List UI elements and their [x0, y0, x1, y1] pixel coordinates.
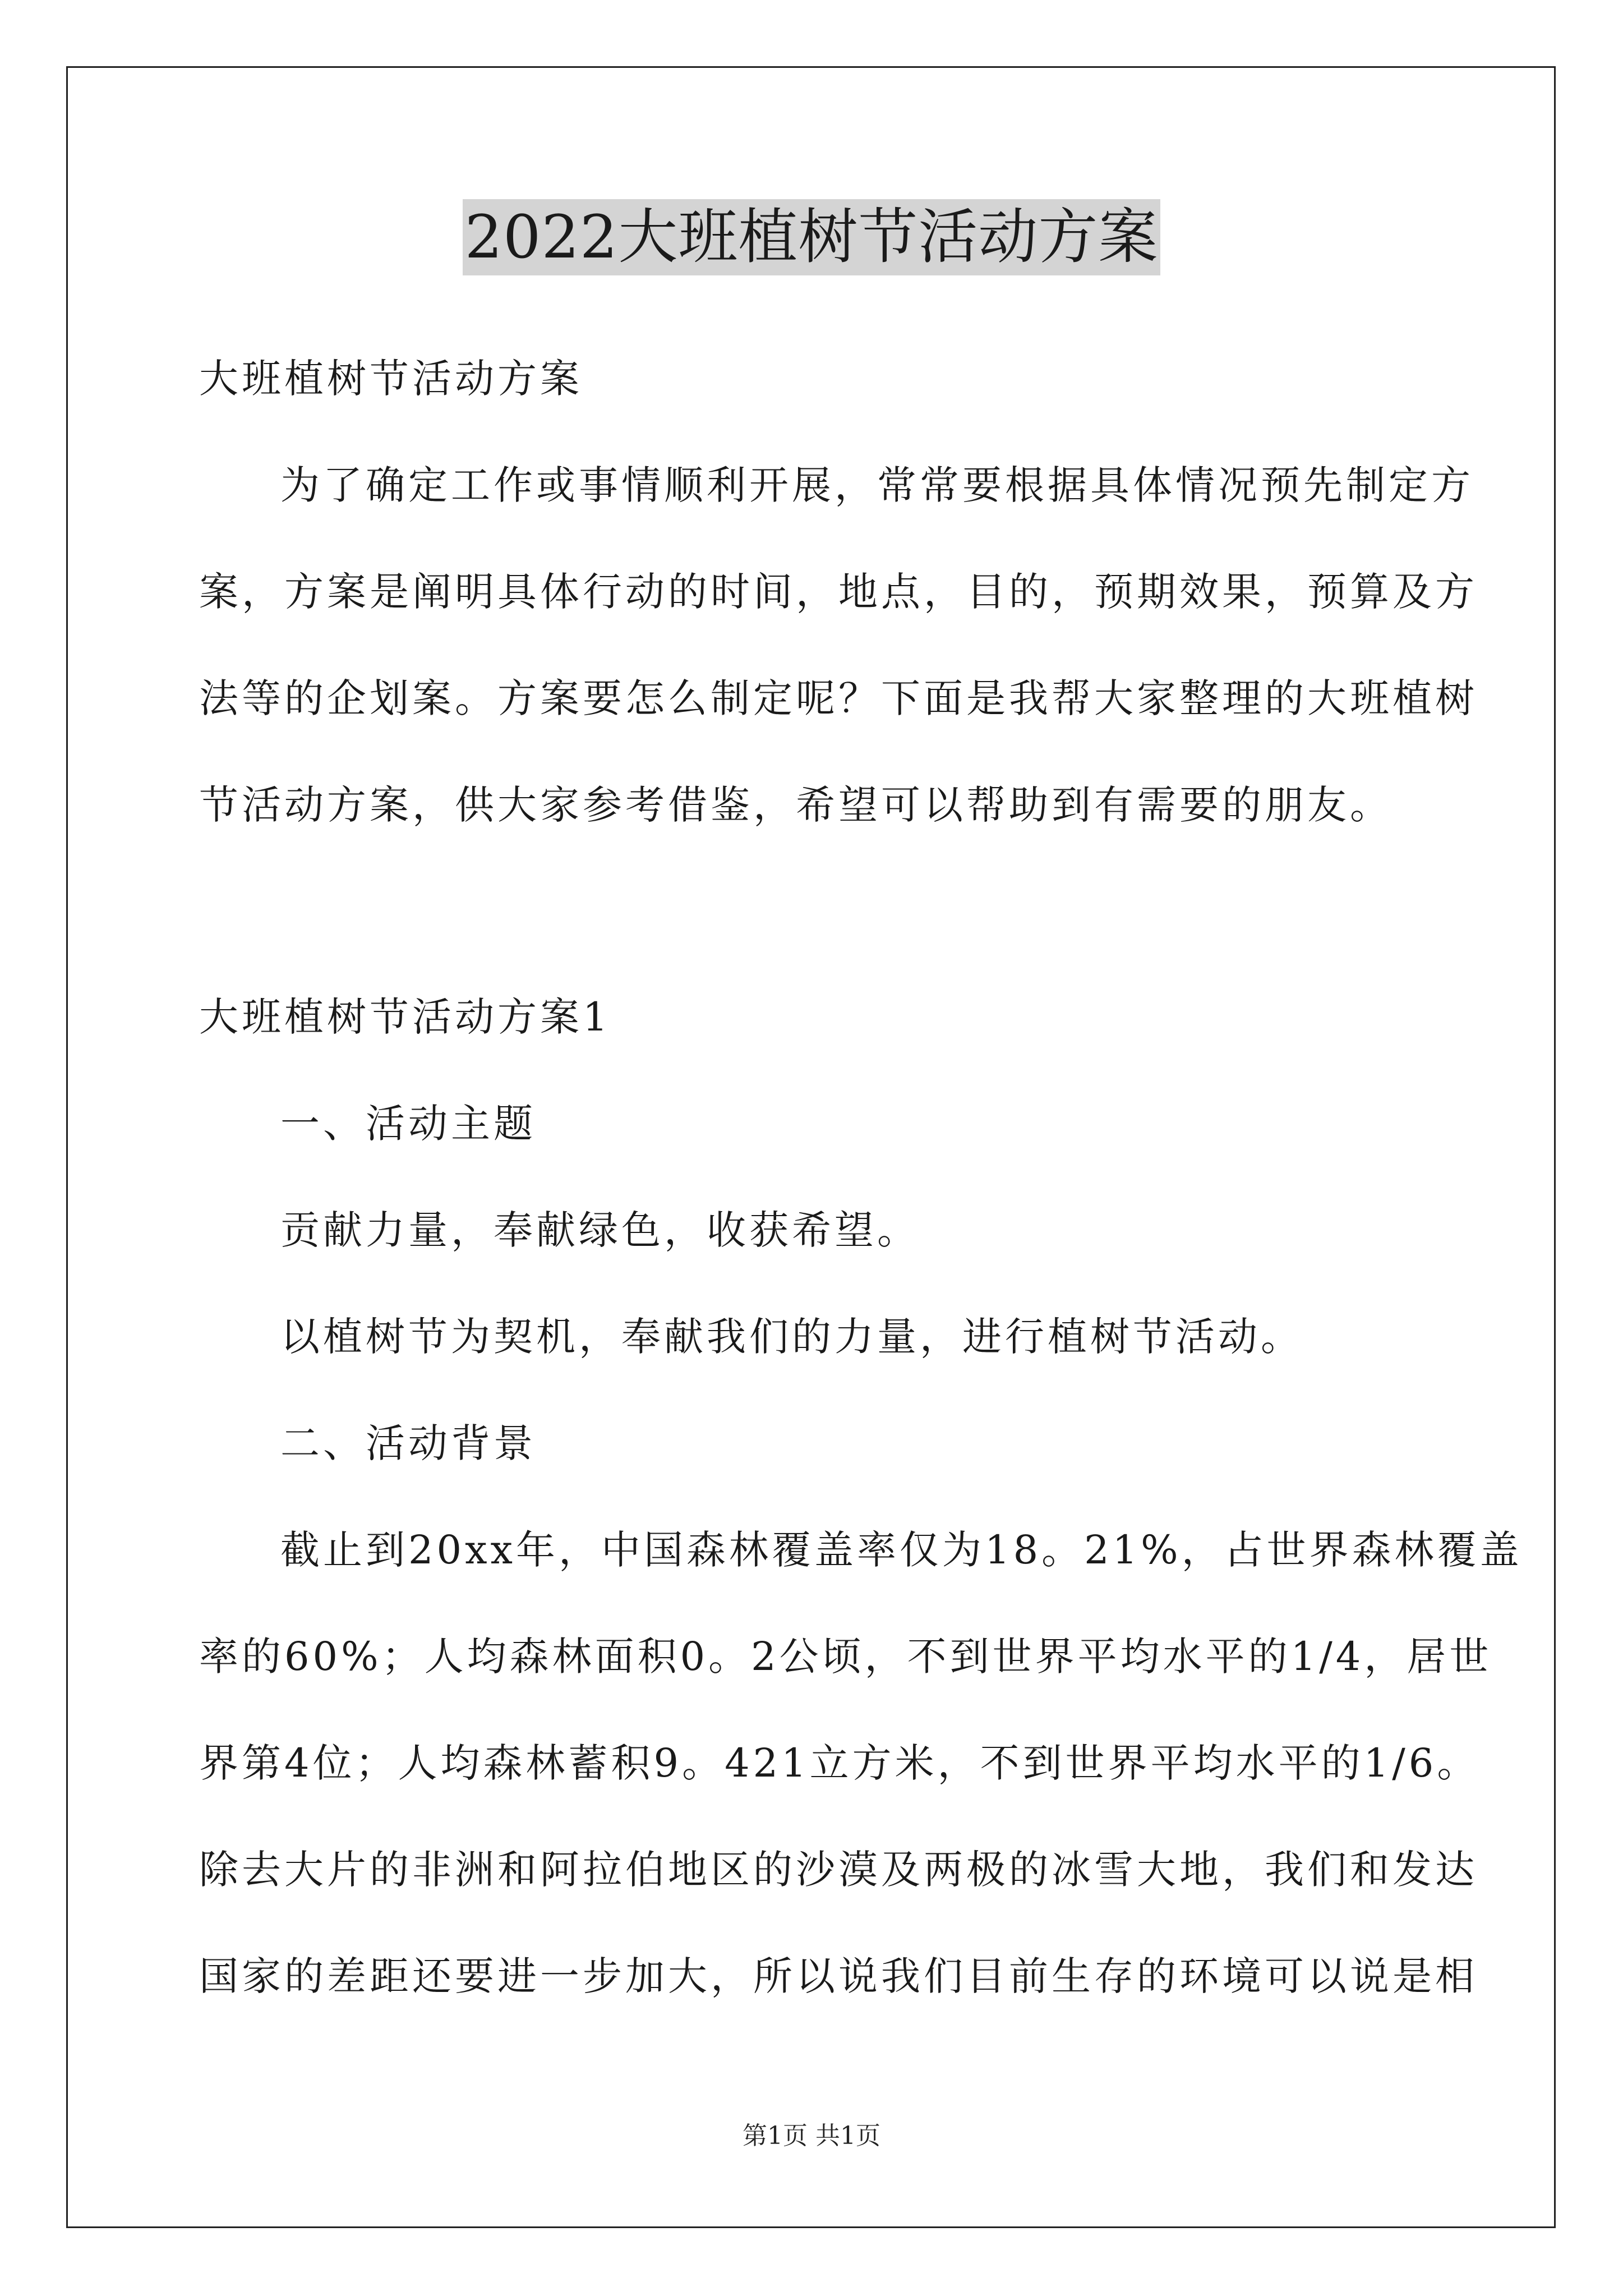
paragraph-line: 以植树节为契机，奉献我们的力量，进行植树节活动。 — [280, 1314, 1303, 1360]
paragraph-line: 界第4位；人均森林蓄积9。421立方米，不到世界平均水平的1/6。 — [199, 1740, 1480, 1786]
paragraph-line: 率的60%；人均森林面积0。2公顷，不到世界平均水平的1/4，居世 — [199, 1634, 1492, 1680]
page-footer: 第1页 共1页 — [743, 2122, 880, 2150]
section-heading: 大班植树节活动方案 — [199, 356, 583, 402]
paragraph-line: 截止到20xx年，中国森林覆盖率仅为18。21%，占世界森林覆盖 — [280, 1527, 1523, 1573]
paragraph-line: 贡献力量，奉献绿色，收获希望。 — [280, 1207, 920, 1253]
document-title: 2022大班植树节活动方案 — [463, 199, 1161, 275]
subsection-heading: 一、活动主题 — [280, 1101, 536, 1147]
paragraph-line: 国家的差距还要进一步加大，所以说我们目前生存的环境可以说是相 — [199, 1953, 1478, 1999]
title-container — [0, 199, 1623, 275]
paragraph-line: 为了确定工作或事情顺利开展，常常要根据具体情况预先制定方 — [280, 462, 1474, 508]
section-heading: 大班植树节活动方案1 — [199, 994, 611, 1040]
paragraph-line: 法等的企划案。方案要怎么制定呢？下面是我帮大家整理的大班植树 — [199, 675, 1478, 721]
paragraph-line: 节活动方案，供大家参考借鉴，希望可以帮助到有需要的朋友。 — [199, 782, 1393, 828]
paragraph-line: 除去大片的非洲和阿拉伯地区的沙漠及两极的冰雪大地，我们和发达 — [199, 1847, 1478, 1893]
subsection-heading: 二、活动背景 — [280, 1420, 536, 1466]
paragraph-line: 案，方案是阐明具体行动的时间，地点，目的，预期效果，预算及方 — [199, 569, 1478, 615]
